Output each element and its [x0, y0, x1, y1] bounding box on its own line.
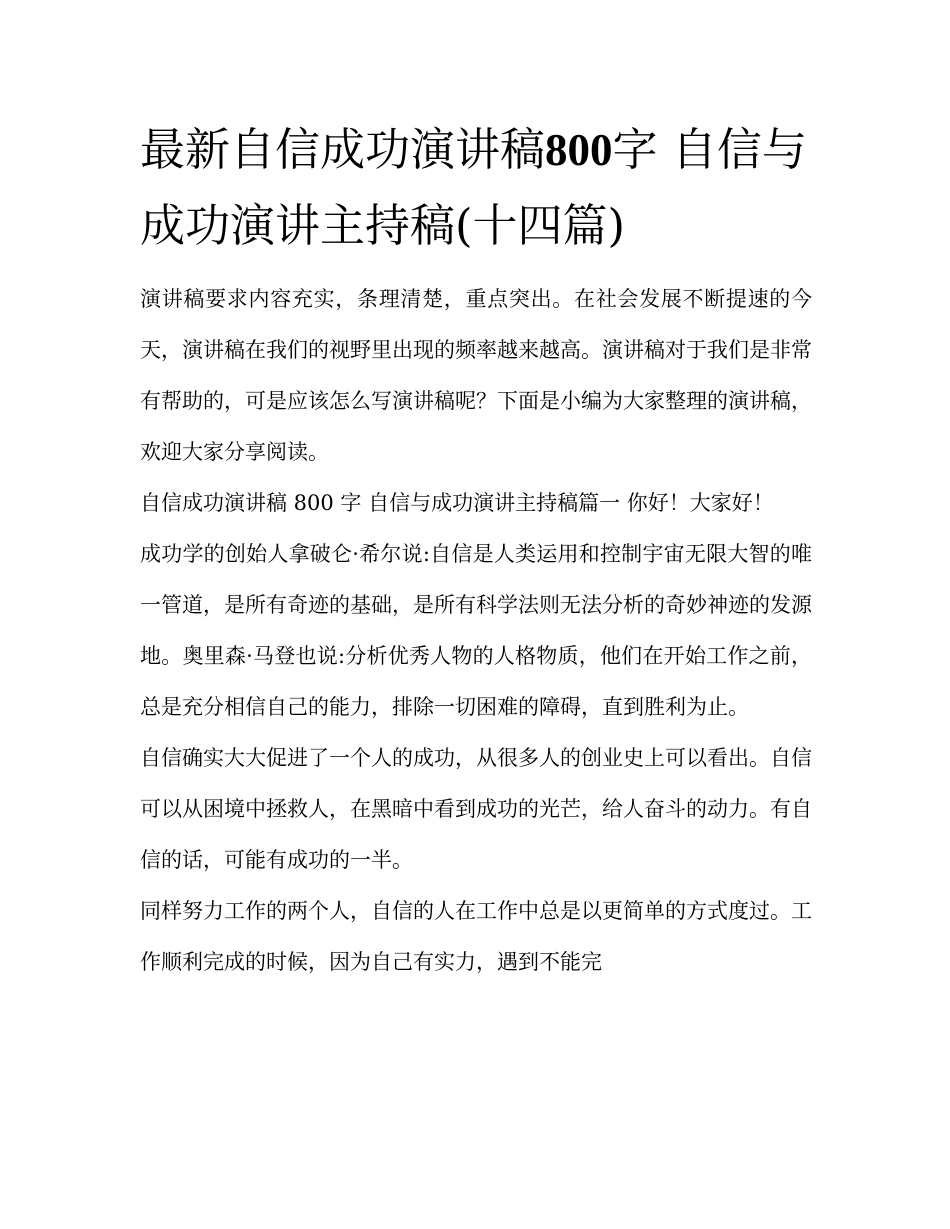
speech-heading-paragraph: 自信成功演讲稿 800 字 自信与成功演讲主持稿篇一 你好！大家好！ — [140, 491, 774, 515]
document-title — [140, 112, 812, 264]
title-number: 800 — [545, 125, 613, 175]
document-body — [140, 112, 812, 988]
body-paragraph: 同样努力工作的两个人，自信的人在工作中总是以更简单的方式度过。工作顺利完成的时候，因为自己有实力，遇到不能完 — [140, 899, 812, 974]
title-text-part2: 字 自信与成功演讲主持稿(十四篇) — [140, 123, 807, 252]
body-paragraph: 成功学的创始人拿破仑·希尔说:自信是人类运用和控制宇宙无限大智的唯一管道，是所有奇迹的基础，是所有科学法则无法分析的奇妙神迹的发源地。奥里森·马登也说:分析优秀人物的人格物质，他们在开始工作之前，总是充分相信自己的能力，排除一切困难的障碍，直到胜利为止。 — [140, 542, 812, 719]
intro-paragraph: 演讲稿要求内容充实，条理清楚，重点突出。在社会发展不断提速的今天，演讲稿在我们的视野里出现的频率越来越高。演讲稿对于我们是非常有帮助的，可是应该怎么写演讲稿呢？下面是小编为大家整理的演讲稿，欢迎大家分享阅读。 — [140, 287, 812, 464]
title-text-part1: 最新自信成功演讲稿 — [140, 123, 546, 176]
body-paragraph: 自信确实大大促进了一个人的成功，从很多人的创业史上可以看出。自信可以从困境中拯救人，在黑暗中看到成功的光芒，给人奋斗的动力。有自信的话，可能有成功的一半。 — [140, 746, 812, 872]
